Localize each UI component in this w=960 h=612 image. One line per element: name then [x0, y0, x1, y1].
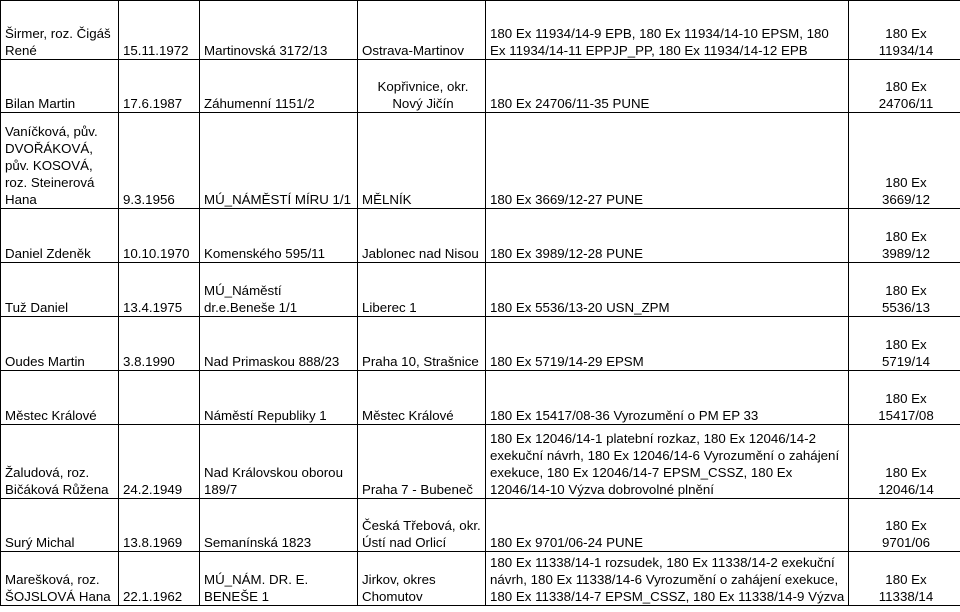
cell-city: MĚLNÍK — [358, 113, 486, 209]
cell-name: Vaníčková, pův. DVOŘÁKOVÁ, pův. KOSOVÁ, roz. Steinerová Hana — [1, 113, 119, 209]
cell-city: Jablonec nad Nisou — [358, 209, 486, 263]
cell-name: Marešková, roz. ŠOJSLOVÁ Hana — [1, 552, 119, 606]
table-row — [1, 60, 960, 113]
cell-date: 13.4.1975 — [119, 263, 200, 317]
cell-name: Městec Králové — [1, 371, 119, 425]
cell-address: MÚ_NÁMĚSTÍ MÍRU 1/1 — [200, 113, 358, 209]
cell-address: Náměstí Republiky 1 — [200, 371, 358, 425]
cell-name: Daniel Zdeněk — [1, 209, 119, 263]
cell-address: Komenského 595/11 — [200, 209, 358, 263]
cell-date — [119, 371, 200, 425]
cell-address: Nad Primaskou 888/23 — [200, 317, 358, 371]
cell-file: 180 Ex 3669/12 — [849, 113, 960, 209]
cell-refs: 180 Ex 5719/14-29 EPSM — [486, 317, 849, 371]
cell-refs: 180 Ex 3669/12-27 PUNE — [486, 113, 849, 209]
cell-name: Bilan Martin — [1, 60, 119, 113]
cell-file: 180 Ex 12046/14 — [849, 425, 960, 499]
cell-file: 180 Ex 11934/14 — [849, 1, 960, 60]
cell-refs: 180 Ex 24706/11-35 PUNE — [486, 60, 849, 113]
cell-address: Záhumenní 1151/2 — [200, 60, 358, 113]
table-row — [1, 499, 960, 552]
cell-date: 17.6.1987 — [119, 60, 200, 113]
cell-name: Oudes Martin — [1, 317, 119, 371]
cell-name: Širmer, roz. Čigáš René — [1, 1, 119, 60]
table-row — [1, 552, 960, 606]
cell-date: 3.8.1990 — [119, 317, 200, 371]
cell-address: Nad Královskou oborou 189/7 — [200, 425, 358, 499]
table-row — [1, 317, 960, 371]
cell-refs: 180 Ex 11338/14-1 rozsudek, 180 Ex 11338/14-2 exekuční návrh, 180 Ex 11338/14-6 Vyrozumění o zahájení exekuce, 180 Ex 11338/14-7 EPSM_CSSZ, 180 Ex 11338/14-9 Výzva — [486, 552, 849, 606]
cell-city: Praha 7 - Bubeneč — [358, 425, 486, 499]
cell-refs: 180 Ex 5536/13-20 USN_ZPM — [486, 263, 849, 317]
cell-file: 180 Ex 11338/14 — [849, 552, 960, 606]
cell-refs: 180 Ex 3989/12-28 PUNE — [486, 209, 849, 263]
cell-date: 15.11.1972 — [119, 1, 200, 60]
cell-address: Martinovská 3172/13 — [200, 1, 358, 60]
cell-name: Surý Michal — [1, 499, 119, 552]
table-row — [1, 113, 960, 209]
cell-refs: 180 Ex 15417/08-36 Vyrozumění o PM EP 33 — [486, 371, 849, 425]
table-row — [1, 425, 960, 499]
cell-file: 180 Ex 15417/08 — [849, 371, 960, 425]
cell-address: MÚ_NÁM. DR. E. BENEŠE 1 — [200, 552, 358, 606]
cell-date: 9.3.1956 — [119, 113, 200, 209]
cell-file: 180 Ex 5719/14 — [849, 317, 960, 371]
cell-city: Ostrava-Martinov — [358, 1, 486, 60]
cell-city: Jirkov, okres Chomutov — [358, 552, 486, 606]
cell-address: Semanínská 1823 — [200, 499, 358, 552]
cell-file: 180 Ex 9701/06 — [849, 499, 960, 552]
cell-name: Žaludová, roz. Bičáková Růžena — [1, 425, 119, 499]
cell-file: 180 Ex 5536/13 — [849, 263, 960, 317]
cell-name: Tuž Daniel — [1, 263, 119, 317]
cell-date: 24.2.1949 — [119, 425, 200, 499]
cell-date: 13.8.1969 — [119, 499, 200, 552]
cell-city: Městec Králové — [358, 371, 486, 425]
cell-address: MÚ_Náměstí dr.e.Beneše 1/1 — [200, 263, 358, 317]
cell-date: 10.10.1970 — [119, 209, 200, 263]
cell-city: Česká Třebová, okr. Ústí nad Orlicí — [358, 499, 486, 552]
cell-city: Praha 10, Strašnice — [358, 317, 486, 371]
cell-file: 180 Ex 24706/11 — [849, 60, 960, 113]
cell-file: 180 Ex 3989/12 — [849, 209, 960, 263]
cell-refs: 180 Ex 11934/14-9 EPB, 180 Ex 11934/14-10 EPSM, 180 Ex 11934/14-11 EPPJP_PP, 180 Ex 11934/14-12 EPB — [486, 1, 849, 60]
cell-city: Liberec 1 — [358, 263, 486, 317]
cell-refs: 180 Ex 9701/06-24 PUNE — [486, 499, 849, 552]
table-row — [1, 1, 960, 60]
cell-city: Kopřivnice, okr. Nový Jičín — [358, 60, 486, 113]
cell-date: 22.1.1962 — [119, 552, 200, 606]
cell-refs: 180 Ex 12046/14-1 platební rozkaz, 180 Ex 12046/14-2 exekuční návrh, 180 Ex 12046/14-6 Vyrozumění o zahájení exekuce, 180 Ex 12046/14-7 EPSM_CSSZ, 180 Ex 12046/14-10 Výzva dobrovolné plnění — [486, 425, 849, 499]
table-row — [1, 371, 960, 425]
table-row — [1, 209, 960, 263]
table-row — [1, 263, 960, 317]
